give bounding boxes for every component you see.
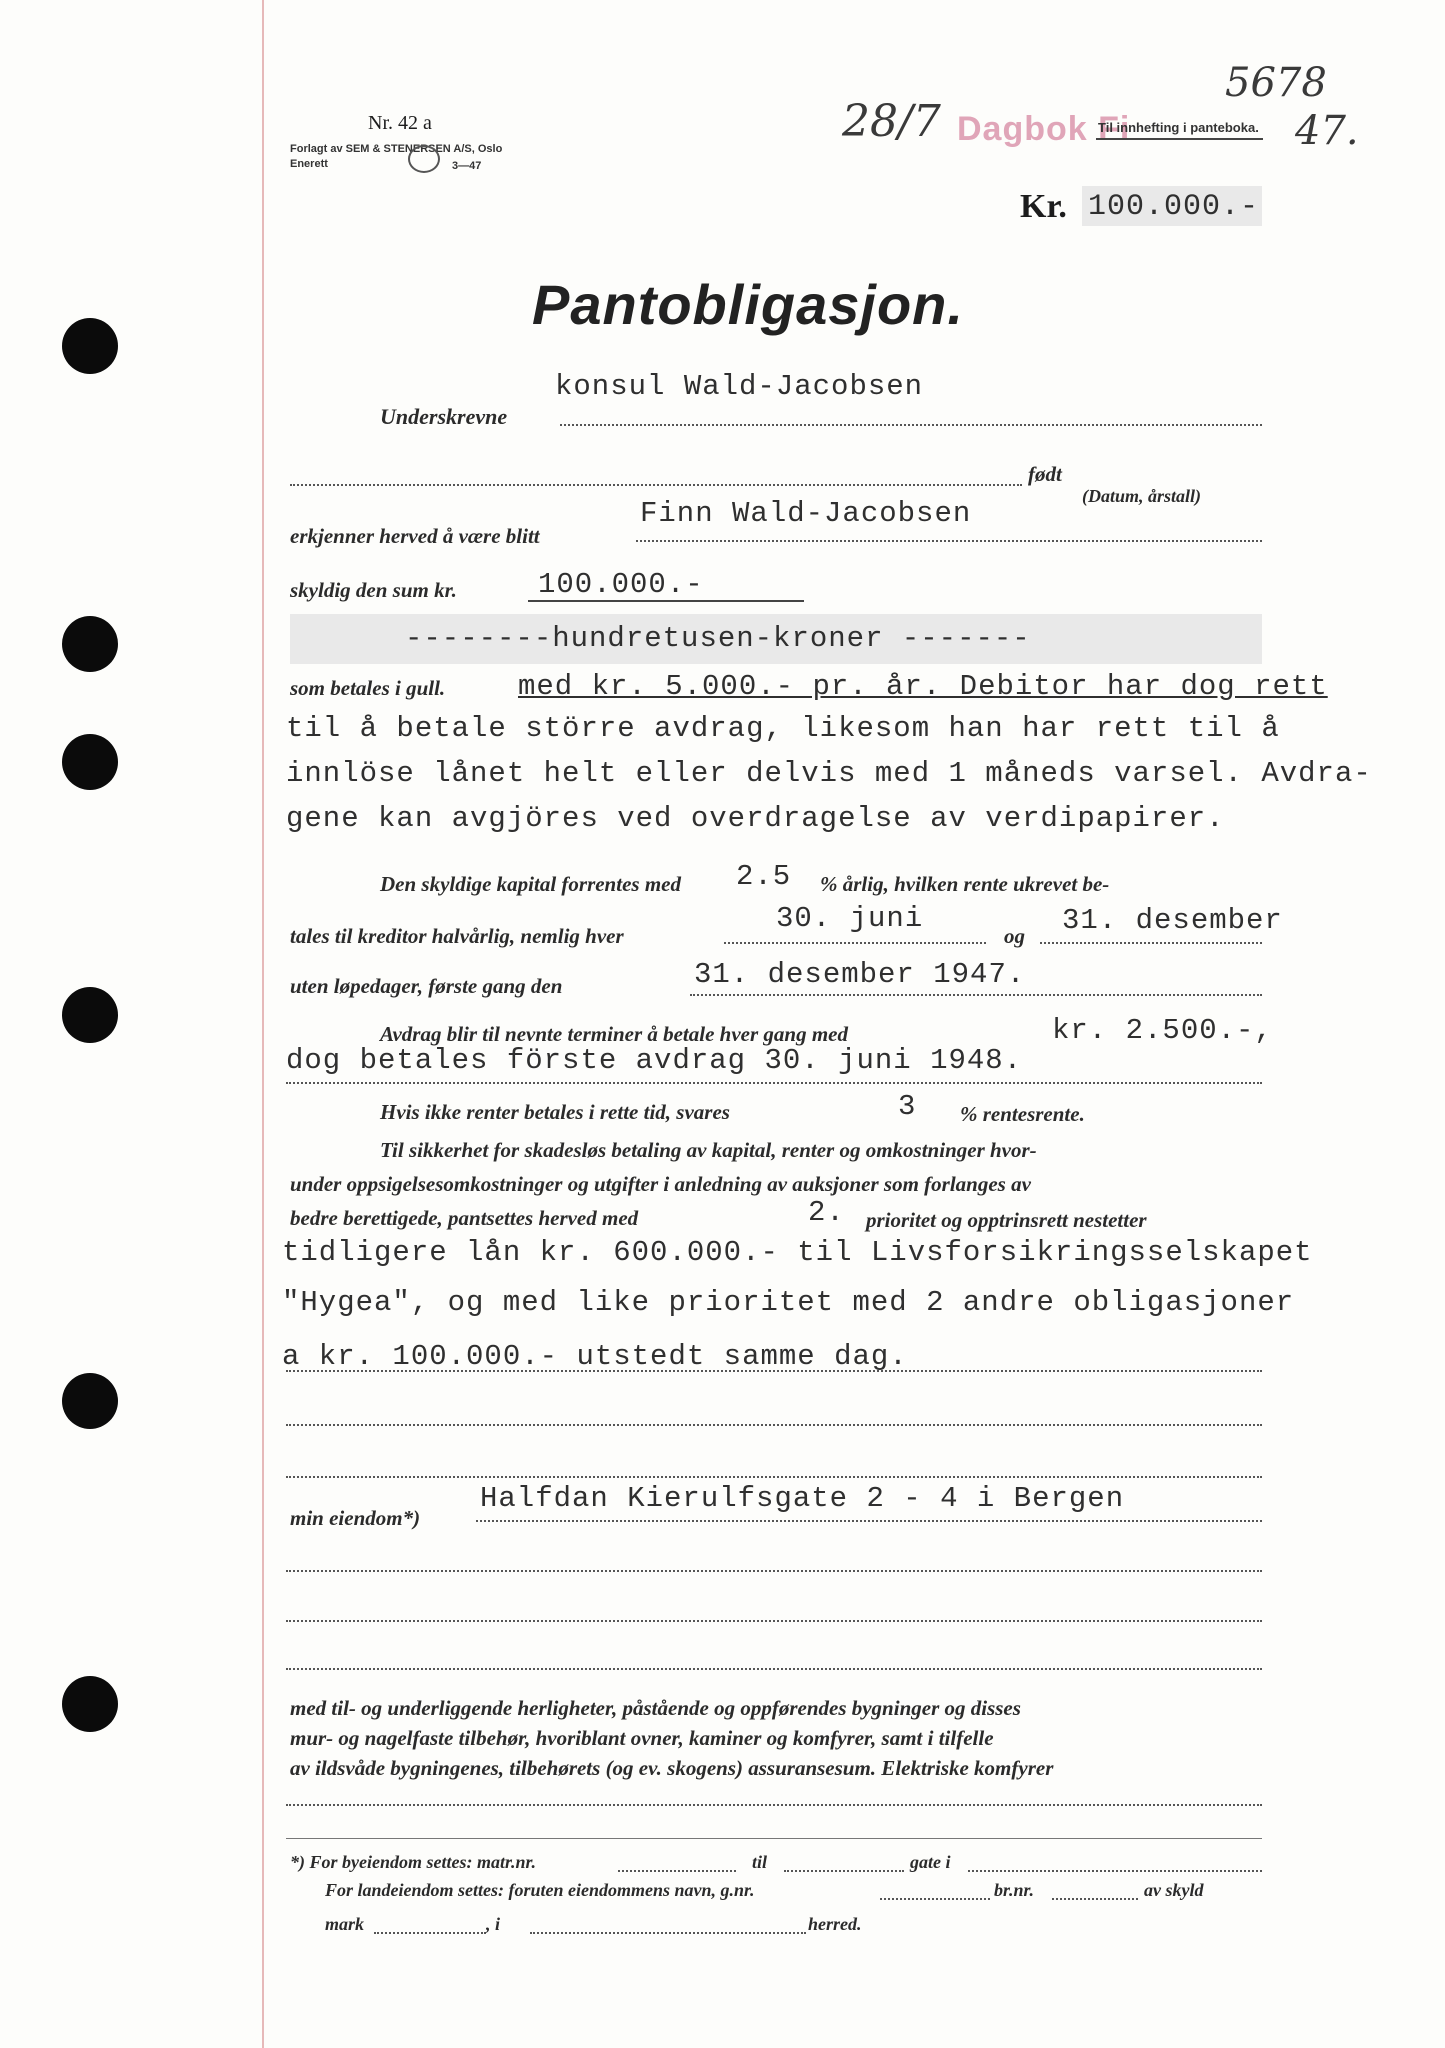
dotted-line (290, 484, 1022, 486)
footnote-gate: gate i (910, 1852, 951, 1872)
punch-hole (62, 1676, 118, 1732)
second-term-date: 31. desember (1062, 904, 1283, 937)
publisher-enerett: Enerett (290, 158, 328, 170)
footnote-til: til (752, 1852, 768, 1872)
footnote-herred: herred. (808, 1914, 862, 1934)
dotted-line (286, 1620, 1262, 1622)
rentesrente-value: 3 (898, 1090, 917, 1123)
dotted-line (636, 540, 1262, 542)
dotted-line (724, 942, 986, 944)
herligheter-line: mur- og nagelfaste tilbehør, hvoriblant ovner, kaminer og komfyrer, samt i tilfelle (290, 1726, 994, 1750)
tales-text: tales til kreditor halvårlig, nemlig hver (290, 924, 624, 948)
stamp-caption: Til innhefting i panteboka. (1098, 120, 1259, 135)
prior-loans-line: a kr. 100.000.- utstedt samme dag. (282, 1340, 908, 1373)
document-title: Pantobligasjon. (532, 273, 964, 336)
fodt-label: født (1028, 462, 1062, 486)
footnote-skyld: av skyld (1144, 1880, 1204, 1900)
sum-underline (528, 600, 804, 602)
dagbok-stamp: Dagbok Fi (957, 110, 1131, 148)
rente-text: Den skyldige kapital forrentes med (380, 872, 681, 896)
footnote-i: , i (486, 1914, 501, 1934)
betales-label: som betales i gull. (290, 676, 446, 700)
first-payment-date: 31. desember 1947. (694, 958, 1026, 991)
sikkerhet-line: bedre berettigede, pantsettes herved med (290, 1206, 639, 1230)
terms-line: til å betale större avdrag, likesom han har rett til å (286, 712, 1280, 745)
dotted-line (1052, 1898, 1138, 1900)
property-address: Halfdan Kierulfsgate 2 - 4 i Bergen (480, 1482, 1125, 1515)
dotted-line (286, 1082, 1262, 1084)
renter-text-2: % rentesrente. (960, 1102, 1085, 1126)
dotted-line (286, 1668, 1262, 1670)
erkjenner-label: erkjenner herved å være blitt (290, 524, 540, 548)
punch-hole (62, 318, 118, 374)
document-number: 5678 (1225, 60, 1327, 106)
stamp-underline (1096, 138, 1263, 140)
rente-value: 2.5 (736, 860, 792, 893)
datum-label: (Datum, årstall) (1082, 486, 1202, 506)
avdrag-text: Avdrag blir til nevnte terminer å betale hver gang med (380, 1022, 848, 1046)
dotted-line (784, 1870, 904, 1872)
dotted-line (880, 1898, 990, 1900)
amount-value: 100.000.- (1088, 190, 1260, 224)
dotted-line (530, 1932, 806, 1934)
margin-line (262, 0, 264, 2048)
footnote-line: For landeiendom settes: foruten eiendommens navn, g.nr. (325, 1880, 755, 1900)
sikkerhet-line: prioritet og opptrinsrett nestetter (866, 1208, 1147, 1232)
terms-line: med kr. 5.000.- pr. år. Debitor har dog rett (518, 670, 1328, 703)
year-handwritten: 47. (1295, 108, 1359, 154)
publisher-date: 3—47 (452, 160, 482, 172)
dotted-line (286, 1476, 1262, 1478)
punch-hole (62, 734, 118, 790)
sum-in-words: --------hundretusen-kroner ------- (405, 622, 1031, 655)
creditor-name: Finn Wald-Jacobsen (640, 497, 972, 530)
footnote-brnr: br.nr. (994, 1880, 1035, 1900)
dotted-line (476, 1520, 1262, 1522)
renter-text: Hvis ikke renter betales i rette tid, svares (380, 1100, 730, 1124)
og-label: og (1004, 924, 1025, 948)
herligheter-line: av ildsvåde bygningenes, tilbehørets (og ev. skogens) assuransesum. Elektriske komfyrer (290, 1756, 1054, 1780)
date-handwritten: 28/7 (842, 96, 941, 147)
skyldig-label: skyldig den sum kr. (290, 578, 457, 602)
eiendom-label: min eiendom*) (290, 1506, 421, 1530)
prior-loans-line: "Hygea", og med like prioritet med 2 andre obligasjoner (282, 1286, 1295, 1319)
amount-label: Kr. (1020, 188, 1067, 225)
avdrag-amount: kr. 2.500.-, (1052, 1014, 1273, 1047)
sikkerhet-line: Til sikkerhet for skadesløs betaling av kapital, renter og omkostninger hvor- (380, 1138, 1037, 1162)
terms-line: gene kan avgjöres ved overdragelse av verdipapirer. (286, 802, 1225, 835)
prioritet-value: 2. (808, 1196, 845, 1229)
dotted-line (286, 1370, 1262, 1372)
footnote-line: mark (325, 1914, 365, 1934)
underskrevne-label: Underskrevne (380, 404, 508, 429)
rente-text-2: % årlig, hvilken rente ukrevet be- (820, 872, 1110, 896)
dotted-line (968, 1870, 1262, 1872)
first-term-date: 30. juni (776, 902, 924, 935)
footnote-rule (286, 1838, 1262, 1839)
dotted-line (374, 1932, 486, 1934)
punch-hole (62, 616, 118, 672)
debtor-name: konsul Wald-Jacobsen (555, 370, 924, 403)
dotted-line (618, 1870, 736, 1872)
herligheter-line: med til- og underliggende herligheter, påstående og oppførendes bygninger og disses (290, 1696, 1021, 1720)
publisher-logo (408, 145, 440, 173)
terms-line: innlöse lånet helt eller delvis med 1 måneds varsel. Avdra- (286, 757, 1372, 790)
avdrag-line-2: dog betales förste avdrag 30. juni 1948. (286, 1044, 1023, 1077)
punch-hole (62, 987, 118, 1043)
dotted-line (286, 1804, 1262, 1806)
dotted-line (560, 424, 1262, 426)
punch-hole (62, 1373, 118, 1429)
dotted-line (690, 994, 1262, 996)
sikkerhet-line: under oppsigelsesomkostninger og utgifter i anledning av auksjoner som forlanges av (290, 1172, 1031, 1196)
footnote-line: *) For byeiendom settes: matr.nr. (290, 1852, 537, 1872)
prior-loans-line: tidligere lån kr. 600.000.- til Livsforsikringsselskapet (282, 1236, 1313, 1269)
sum-value: 100.000.- (538, 568, 704, 601)
dotted-line (286, 1424, 1262, 1426)
lopedager-text: uten løpedager, første gang den (290, 974, 563, 998)
dotted-line (1040, 942, 1262, 944)
form-number: Nr. 42 a (368, 112, 432, 134)
dotted-line (286, 1570, 1262, 1572)
publisher-line: Forlagt av SEM & STENERSEN A/S, Oslo (290, 143, 503, 155)
